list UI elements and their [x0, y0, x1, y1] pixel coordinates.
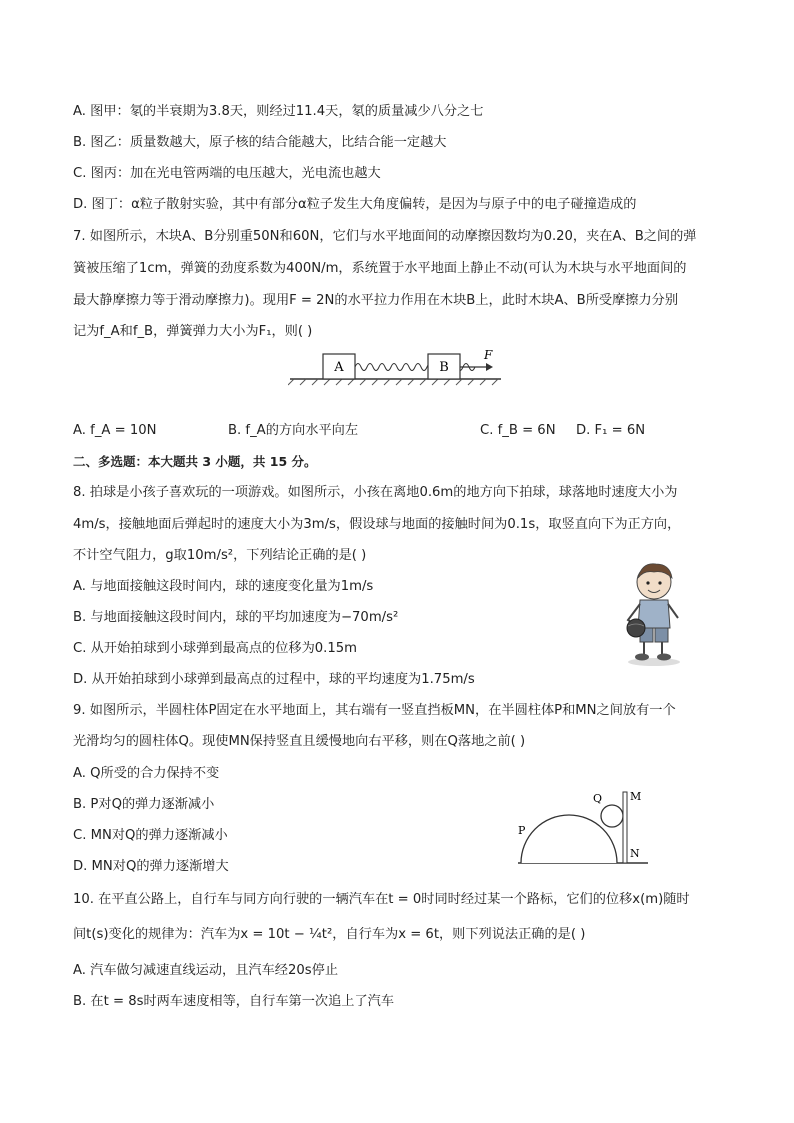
block-b-label: B	[439, 360, 449, 375]
boy-bouncing-ball-illustration	[618, 556, 690, 668]
q7-option-c: C. f_B = 6N	[480, 423, 556, 438]
q9-stem-line-1: 9. 如图所示，半圆柱体P固定在水平地面上，其右端有一竖直挡板MN，在半圆柱体P和MN之间放有一个	[73, 703, 676, 718]
board-mn	[623, 792, 627, 863]
q8-stem-line-1: 8. 拍球是小孩子喜欢玩的一项游戏。如图所示，小孩在离地0.6m的地方向下拍球，球落地时速度大小为	[73, 485, 678, 500]
cylinder-q	[601, 805, 623, 827]
q8-stem-line-3: 不计空气阻力，g取10m/s²，下列结论正确的是( )	[73, 548, 367, 563]
label-n: N	[630, 847, 640, 860]
q7-option-d: D. F₁ = 6N	[576, 423, 646, 438]
section-heading-multiple-choice: 二、多选题：本大题共 3 小题，共 15 分。	[73, 454, 317, 469]
label-p: P	[518, 824, 526, 837]
q9-stem-line-2: 光滑均匀的圆柱体Q。现使MN保持竖直且缓慢地向右平移，则在Q落地之前( )	[73, 734, 526, 749]
q8-stem-line-2: 4m/s，接触地面后弹起时的速度大小为3m/s，假设球与地面的接触时间为0.1s，取竖直向下为正方向，	[73, 517, 681, 532]
q10-option-a: A. 汽车做匀减速直线运动，且汽车经20s停止	[73, 963, 339, 978]
block-a-label: A	[334, 360, 344, 375]
q9-option-a: A. Q所受的合力保持不变	[73, 766, 220, 781]
q10-stem-line-2: 间t(s)变化的规律为：汽车为x = 10t − ¼t²，自行车为x = 6t，则下列说法正确的是( )	[73, 927, 586, 942]
q7-option-a: A. f_A = 10N	[73, 423, 157, 438]
q7-stem-line-2: 簧被压缩了1cm，弹簧的劲度系数为400N/m，系统置于水平地面上静止不动(可认为木块与水平地面间的	[73, 261, 687, 276]
label-q: Q	[593, 792, 603, 805]
q6-option-b: B. 图乙：质量数越大，原子核的结合能越大，比结合能一定越大	[73, 135, 447, 150]
q9-half-cylinder-figure	[508, 784, 658, 870]
q7-spring-block-figure	[288, 345, 503, 387]
q7-stem-line-3: 最大静摩擦力等于滑动摩擦力)。现用F = 2N的水平拉力作用在木块B上，此时木块A、B所受摩擦力分别	[73, 293, 679, 308]
q6-option-a: A. 图甲：氡的半衰期为3.8天，则经过11.4天，氡的质量减少八分之七	[73, 104, 484, 119]
q6-option-c: C. 图丙：加在光电管两端的电压越大，光电流也越大	[73, 166, 381, 181]
q8-option-b: B. 与地面接触这段时间内，球的平均加速度为−70m/s²	[73, 610, 399, 625]
q8-option-c: C. 从开始拍球到小球弹到最高点的位移为0.15m	[73, 641, 357, 656]
q8-option-d: D. 从开始拍球到小球弹到最高点的过程中，球的平均速度为1.75m/s	[73, 672, 475, 687]
q10-option-b: B. 在t = 8s时两车速度相等，自行车第一次追上了汽车	[73, 994, 395, 1009]
q7-option-b: B. f_A的方向水平向左	[228, 423, 359, 438]
q9-option-d: D. MN对Q的弹力逐渐增大	[73, 859, 229, 874]
q10-stem-line-1: 10. 在平直公路上，自行车与同方向行驶的一辆汽车在t = 0时同时经过某一个路标，它们的位移x(m)随时	[73, 892, 690, 907]
q9-option-c: C. MN对Q的弹力逐渐减小	[73, 828, 228, 843]
q6-option-d: D. 图丁：α粒子散射实验，其中有部分α粒子发生大角度偏转，是因为与原子中的电子碰撞造成的	[73, 197, 637, 212]
q8-option-a: A. 与地面接触这段时间内，球的速度变化量为1m/s	[73, 579, 374, 594]
label-m: M	[630, 790, 642, 803]
q9-option-b: B. P对Q的弹力逐渐减小	[73, 797, 215, 812]
force-label: F	[484, 348, 493, 362]
q7-stem-line-4: 记为f_A和f_B，弹簧弹力大小为F₁，则( )	[73, 324, 313, 339]
q7-stem-line-1: 7. 如图所示，木块A、B分别重50N和60N，它们与水平地面间的动摩擦因数均为0.20，夹在A、B之间的弹	[73, 229, 697, 244]
